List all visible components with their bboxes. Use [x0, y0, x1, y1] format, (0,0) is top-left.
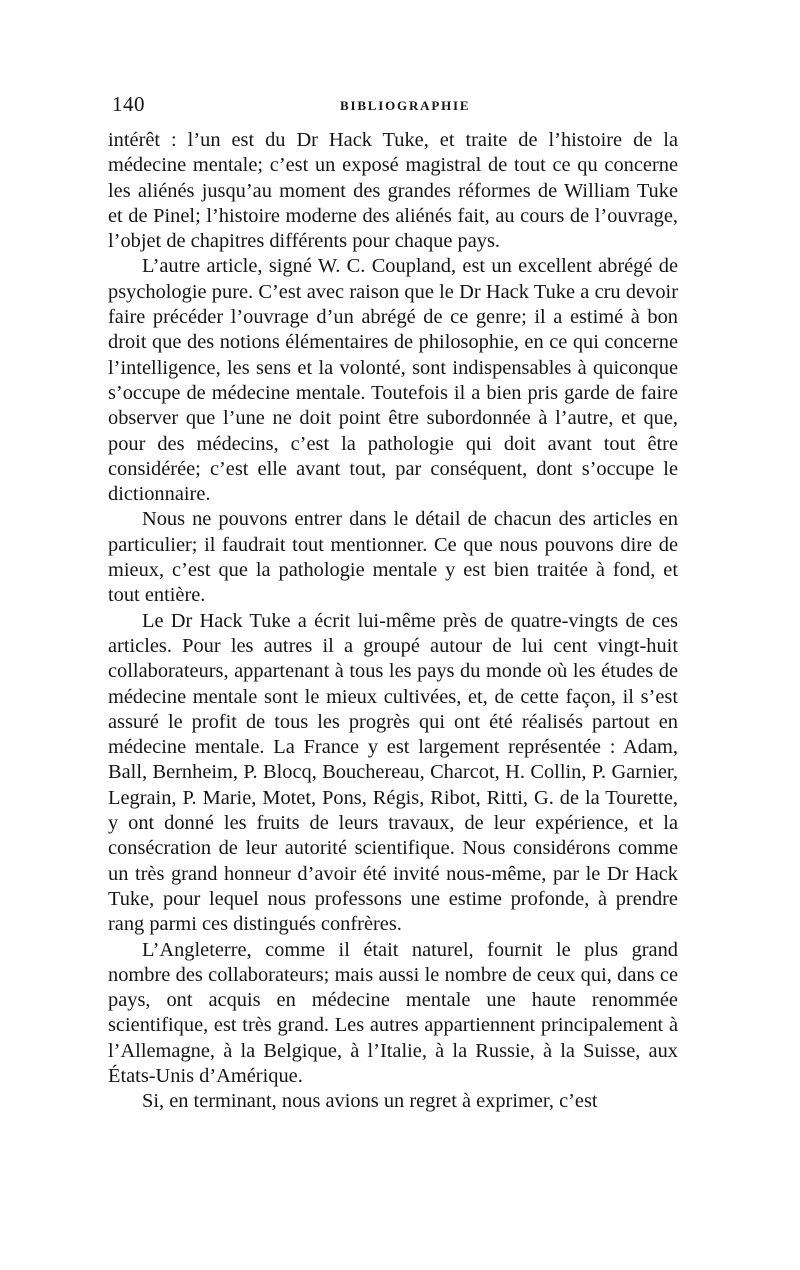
paragraph-articles-detail: Nous ne pouvons entrer dans le détail de chacun des articles en particulier; il faudrait tout mentionner. Ce que nous pouvons dire de mieux, c’est que la pathologie mentale y est bien traitée à fond, et tout entière. — [108, 508, 678, 607]
paragraph-closing: Si, en terminant, nous avions un regret à exprimer, c’est — [142, 1090, 598, 1113]
page-number: 140 — [112, 92, 145, 116]
running-title: BIBLIOGRAPHIE — [340, 98, 471, 113]
paragraph-collaborators: Le Dr Hack Tuke a écrit lui-même près de quatre-vingts de ces articles. Pour les autres il a groupé autour de lui cent vingt-huit collaborateurs, appartenant à tous les pays du monde où les études de médecine mentale sont le mieux cultivées, et, de cette façon, il s’est assuré le profit de tous les progrès qui ont été réalisés partout en médecine mentale. La France y est largement représentée : Adam, Ball, Bernheim, P. Blocq, Bouchereau, Charcot, H. Collin, P. Garnier, Legrain, P. Marie, Motet, Pons, Régis, Ribot, Ritti, G. de la Tourette, y ont donné les fruits de leurs travaux, de leur expérience, et la consécration de leur autorité scientifique. Nous considérons comme un très grand honneur d’avoir été invité nous-même, par le Dr Hack Tuke, pour lequel nous professons une estime profonde, à prendre rang parmi ces distingués confrères. — [108, 609, 678, 936]
paragraph-continuation: intérêt : l’un est du Dr Hack Tuke, et traite de l’histoire de la médecine mentale; c’est un exposé magistral de tout ce qu concerne les aliénés jusqu’au moment des grandes réformes de William Tuke et de Pinel; l’histoire moderne des aliénés fait, au cours de l’ouvrage, l’objet de chapitres différents pour chaque pays. — [108, 129, 678, 253]
paragraph-coupland-article: L’autre article, signé W. C. Coupland, est un excellent abrégé de psychologie pure. C’est avec raison que le Dr Hack Tuke a cru devoir faire précéder l’ouvrage d’un abrégé de ce genre; il a estimé à bon droit que des notions élémentaires de philosophie, en ce qui concerne l’intelligence, les sens et la volonté, sont indispensables à quiconque s’occupe de médecine mentale. Toutefois il a bien pris garde de faire observer que l’une ne doit point être subordonnée à l’autre, et que, pour des médecins, c’est la pathologie qui doit avant tout être considérée; c’est elle avant tout, par conséquent, dont s’occupe le dictionnaire. — [108, 255, 678, 506]
running-head — [108, 92, 678, 120]
paragraph-england: L’Angleterre, comme il était naturel, fournit le plus grand nombre des collaborateurs; mais aussi le nombre de ceux qui, dans ce pays, ont acquis en médecine mentale une haute renommée scientifique, est très grand. Les autres appartiennent principalement à l’Allemagne, à la Belgique, à l’Italie, à la Russie, à la Suisse, aux États-Unis d’Amérique. — [108, 938, 678, 1087]
book-page — [108, 92, 678, 1115]
body-text — [108, 128, 678, 1115]
